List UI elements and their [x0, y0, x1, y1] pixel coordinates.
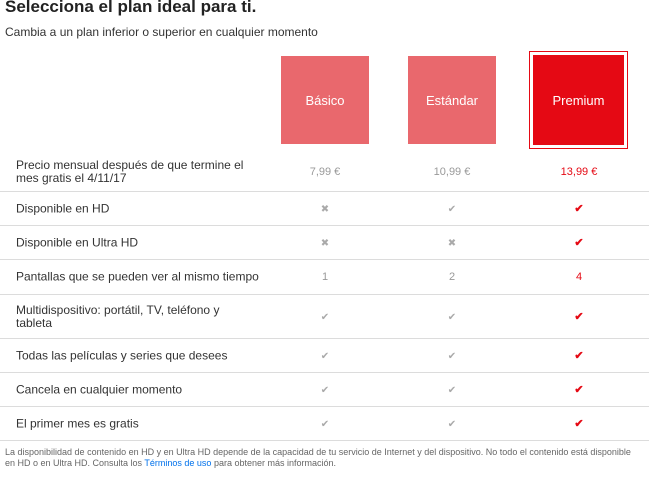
- table-row-free-month: [0, 407, 649, 441]
- check-icon: ✔: [574, 236, 584, 249]
- footnote: [5, 447, 635, 469]
- check-icon: ✔: [320, 311, 330, 323]
- table-row-hd: [0, 192, 649, 226]
- page-subtitle: Cambia a un plan inferior o superior en cualquier momento: [5, 25, 318, 39]
- cross-icon: ✖: [320, 203, 330, 215]
- cross-icon: ✖: [447, 237, 457, 249]
- footnote-text-end: para obtener más información.: [211, 458, 337, 468]
- plan-standard-label: Estándar: [425, 92, 479, 108]
- plan-premium-button[interactable]: [530, 52, 627, 148]
- terms-of-use-link[interactable]: Términos de uso: [144, 458, 212, 468]
- cell-standard: 2: [448, 271, 456, 283]
- check-icon: ✔: [447, 418, 457, 430]
- cell-basic: 1: [321, 271, 329, 283]
- row-label: El primer mes es gratis: [16, 416, 139, 430]
- check-icon: ✔: [574, 202, 584, 215]
- row-label: Precio mensual después de que termine el mes gratis el 4/11/17: [16, 158, 244, 185]
- plan-basic-label: Básico: [305, 92, 345, 108]
- plan-basic-button[interactable]: [281, 56, 369, 144]
- cell-premium: 4: [575, 271, 583, 283]
- check-icon: ✔: [574, 417, 584, 430]
- cell-basic: 7,99 €: [309, 166, 341, 178]
- check-icon: ✔: [447, 350, 457, 362]
- table-row-screens: [0, 260, 649, 295]
- table-row-price: [0, 153, 649, 192]
- check-icon: ✔: [320, 418, 330, 430]
- cross-icon: ✖: [320, 237, 330, 249]
- check-icon: ✔: [574, 349, 584, 362]
- cell-standard: 10,99 €: [433, 166, 471, 178]
- check-icon: ✔: [574, 310, 584, 323]
- row-label: Cancela en cualquier momento: [16, 382, 183, 396]
- table-row-ultra-hd: [0, 226, 649, 260]
- check-icon: ✔: [320, 350, 330, 362]
- table-row-cancel: [0, 373, 649, 407]
- check-icon: ✔: [320, 384, 330, 396]
- row-label: Disponible en HD: [16, 201, 110, 215]
- row-label: Multidispositivo: portátil, TV, teléfono y tableta: [16, 302, 220, 330]
- plan-selector: [0, 50, 649, 150]
- check-icon: ✔: [447, 203, 457, 215]
- check-icon: ✔: [574, 383, 584, 396]
- cell-premium: 13,99 €: [560, 166, 598, 178]
- table-row-unlimited: [0, 339, 649, 373]
- plan-comparison-table: [0, 153, 649, 441]
- row-label: Disponible en Ultra HD: [16, 235, 139, 249]
- plan-standard-button[interactable]: [408, 56, 496, 144]
- check-icon: ✔: [447, 384, 457, 396]
- plan-premium-label: Premium: [552, 92, 605, 108]
- footnote-text: La disponibilidad de contenido en HD y en Ultra HD depende de la capacidad de tu servicio de Internet y del dispositivo. No todo el contenido está disponible en HD o en Ultra HD. Consulta los: [5, 447, 631, 468]
- check-icon: ✔: [447, 311, 457, 323]
- page-title: Selecciona el plan ideal para ti.: [5, 0, 257, 16]
- row-label: Pantallas que se pueden ver al mismo tiempo: [16, 269, 259, 284]
- row-label: Todas las películas y series que desees: [16, 348, 228, 362]
- table-row-multidevice: [0, 295, 649, 339]
